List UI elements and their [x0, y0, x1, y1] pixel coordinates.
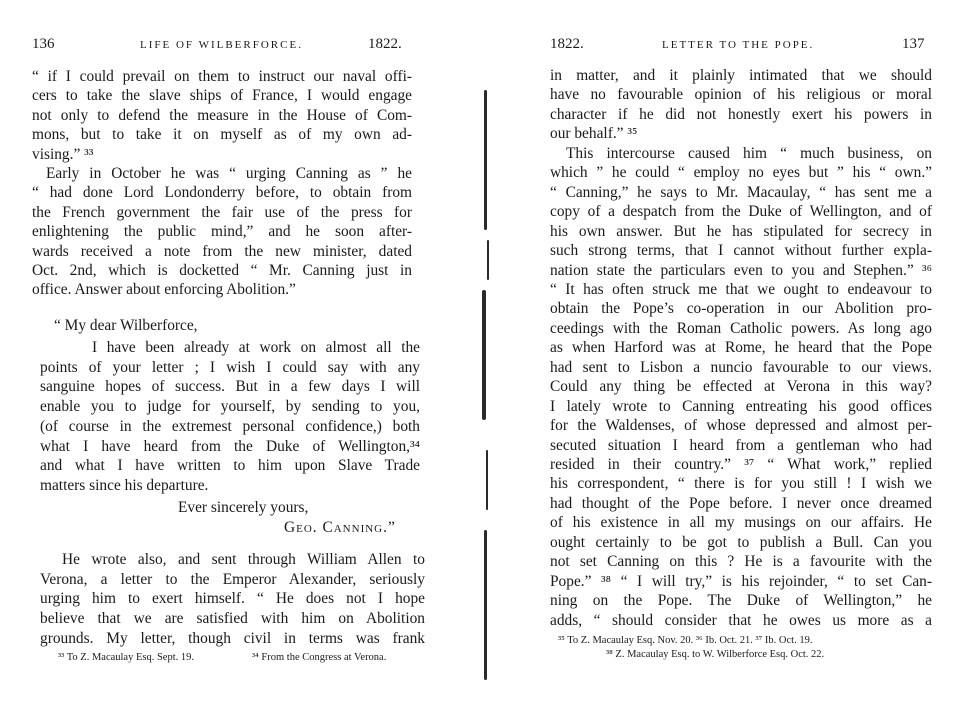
- text-line: for the Waldenses, of whose depressed and almost per-: [550, 417, 932, 435]
- letter-line: (of course in the extremest personal confidence,) both: [40, 417, 420, 435]
- text-line: his own answer. But he has stipulated for secrecy in: [550, 222, 932, 240]
- text-line: enlightening the public mind,” and he soon after-: [32, 223, 412, 241]
- text-line: “ if I could prevail on them to instruct our naval offi-: [32, 68, 412, 85]
- text-line: office. Answer about enforcing Abolition.”: [32, 281, 296, 299]
- text-line: He wrote also, and sent through William Allen to: [62, 551, 425, 568]
- letter-salutation: “ My dear Wilberforce,: [54, 317, 198, 334]
- footnote-38: ³⁸ Z. Macaulay Esq. to W. Wilberforce Esq. Oct. 22.: [606, 649, 825, 660]
- text-line: of his existence in all my musings on our affairs. He: [550, 514, 932, 532]
- text-line: Verona, a letter to the Emperor Alexander, seriously: [40, 570, 425, 588]
- text-line: cers to take the slave ships of France, I would engage: [32, 87, 412, 105]
- text-line: our behalf.” ³⁵: [550, 125, 638, 143]
- text-line: wards received a note from the new minister, dated: [32, 242, 412, 260]
- right-page: [500, 0, 980, 705]
- text-line: adds, “ should consider that he owes us more as a: [550, 611, 932, 629]
- letter-line: I have been already at work on almost all the: [92, 339, 420, 356]
- letter-signature: Geo. Canning.”: [284, 519, 396, 536]
- right-running-title: LETTER TO THE POPE.: [662, 39, 815, 51]
- text-line: not only to defend the measure in the House of Com-: [32, 106, 412, 124]
- text-line: ning on the Pope. The Duke of Wellington,” he: [550, 592, 932, 610]
- text-line: “ Canning,” he says to Mr. Macaulay, “ has sent me a: [550, 183, 932, 201]
- letter-line: sanguine hopes of success. But in a few days I will: [40, 378, 420, 396]
- text-line: Oct. 2nd, which is docketted “ Mr. Canning just in: [32, 262, 412, 279]
- text-line: Early in October he was “ urging Canning as ” he: [46, 165, 412, 182]
- text-line: Could any thing be effected at Verona in this way?: [550, 378, 932, 396]
- left-page-number: 136: [32, 36, 55, 52]
- text-line: “ had done Lord Londonderry before, to obtain from: [32, 184, 412, 202]
- text-line: This intercourse caused him “ much business, on: [566, 144, 932, 162]
- text-line: had sent to Lisbon a nuncio favourable to our views.: [550, 358, 932, 376]
- text-line: as when Harford was at Rome, he heard that the Pope: [550, 339, 932, 357]
- text-line: obtain the Pope’s co-operation in our Abolition pro-: [550, 300, 932, 318]
- text-line: ceedings with the Roman Catholic powers. As long ago: [550, 319, 932, 337]
- text-line: nation state the particulars even to you and Stephen.” ³⁶: [550, 261, 932, 279]
- letter-line: points of your letter ; I wish I could say with any: [40, 358, 420, 376]
- text-line: secuted situation I heard from a gentleman who had: [550, 436, 932, 454]
- footnote-33: ³³ To Z. Macaulay Esq. Sept. 19.: [58, 652, 195, 663]
- footnotes-35-37: ³⁵ To Z. Macaulay Esq. Nov. 20. ³⁶ Ib. Oct. 21. ³⁷ Ib. Oct. 19.: [558, 635, 813, 646]
- right-page-number: 137: [902, 36, 925, 52]
- text-line: “ It has often struck me that we ought to endeavour to: [550, 280, 932, 298]
- text-line: grounds. My letter, though civil in terms was frank: [40, 629, 425, 647]
- text-line: the French government the fair use of the press for: [32, 203, 412, 221]
- left-page: [0, 0, 470, 705]
- text-line: had thought of the Pope before. I never once dreamed: [550, 494, 932, 512]
- text-line: such strong terms, that I cannot without further expla-: [550, 242, 932, 260]
- text-line: character if he did not honestly exert his powers in: [550, 105, 932, 123]
- text-line: mons, but to take it on myself as of my own ad-: [32, 126, 412, 144]
- text-line: copy of a despatch from the Duke of Wellington, and of: [550, 203, 932, 221]
- text-line: believe that we are satisfied with him on Abolition: [40, 610, 425, 628]
- letter-line: matters since his departure.: [40, 476, 209, 494]
- footnote-34: ³⁴ From the Congress at Verona.: [252, 652, 387, 663]
- text-line: resided in their country.” ³⁷ “ What work,” replied: [550, 456, 932, 473]
- text-line: in matter, and it plainly intimated that we should: [550, 67, 932, 84]
- text-line: vising.” ³³: [32, 145, 94, 163]
- text-line: have no favourable opinion of his religious or moral: [550, 86, 932, 104]
- letter-line: what I have heard from the Duke of Wellington,³⁴: [40, 437, 420, 455]
- letter-line: and what I have written to him upon Slave Trade: [40, 457, 420, 475]
- text-line: urging him to exert himself. “ He does not I hope: [40, 590, 425, 608]
- text-line: his correspondent, “ there is for you still ! I wish we: [550, 475, 932, 493]
- text-line: ought certainly to be got to publish a Bull. Can you: [550, 533, 932, 551]
- right-header-year: 1822.: [550, 36, 584, 52]
- text-line: I lately wrote to Canning entreating his good offices: [550, 397, 932, 415]
- text-line: Pope.” ³⁸ “ I will try,” is his rejoinder, “ to set Can-: [550, 572, 932, 590]
- left-running-title: LIFE OF WILBERFORCE.: [140, 39, 303, 51]
- text-line: not set Canning on this ? He is a favourite with the: [550, 553, 932, 571]
- book-gutter-shadow: [478, 90, 500, 690]
- text-line: which ” he could “ employ no eyes but ” his “ own.”: [550, 164, 932, 182]
- left-header-year: 1822.: [368, 36, 402, 52]
- letter-closing: Ever sincerely yours,: [178, 499, 309, 516]
- letter-line: enable you to judge for yourself, by sending to you,: [40, 398, 420, 416]
